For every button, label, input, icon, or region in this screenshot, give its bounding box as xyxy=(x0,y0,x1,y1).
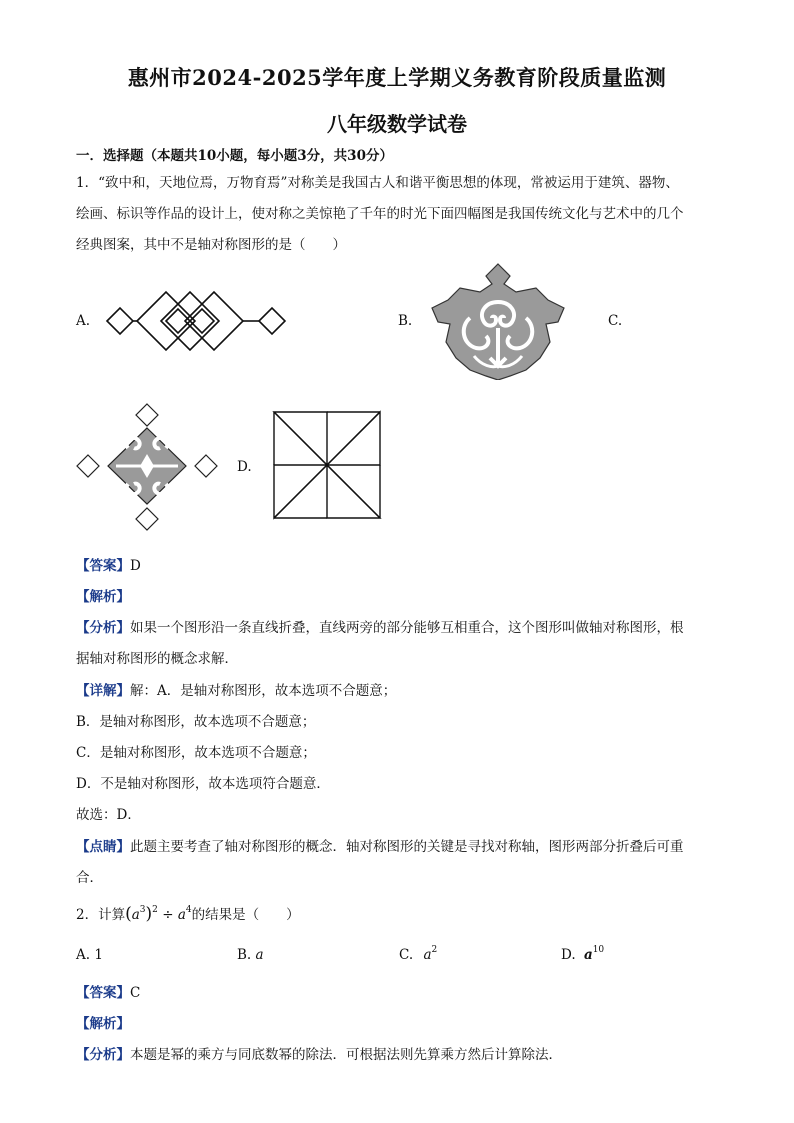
q1-stem-line3: 经典图案，其中不是轴对称图形的是（ ） xyxy=(76,237,346,253)
q1-fenxi-line1 xyxy=(76,618,716,638)
q2-base-a2: a xyxy=(177,907,186,923)
q1-option-c-label: C. xyxy=(608,313,623,329)
q1-answer xyxy=(76,556,716,576)
q1-figure-d-pinwheel xyxy=(272,410,382,520)
q1-dianjing-line1 xyxy=(76,837,716,857)
q2-opt-c-label: C. xyxy=(399,947,418,963)
q2-answer xyxy=(76,983,716,1003)
q1-figure-a-diamonds xyxy=(104,290,288,352)
q1-xiangjie-line4: D．不是轴对称图形，故本选项符合题意． xyxy=(76,776,330,792)
q2-opt-d-exp: 10 xyxy=(592,945,605,955)
q1-option-b-label: B. xyxy=(398,313,413,329)
q1-stem-line2: 绘画、标识等作品的设计上，使对称之美惊艳了千年的时光下面四幅图是我国传统文化与艺术中的几个 xyxy=(76,206,684,222)
q1-fenxi-line2: 据轴对称图形的概念求解． xyxy=(76,651,238,667)
q1-guxuan: 故选：D． xyxy=(76,807,141,823)
q2-opt-d-base: a xyxy=(583,947,593,963)
q2-exp-2: 2 xyxy=(152,905,158,915)
q1-option-a-label: A. xyxy=(76,313,91,329)
q1-figure-b-ornament xyxy=(430,262,566,380)
q2-option-a xyxy=(76,947,103,963)
xiangjie-tag: 【详解】 xyxy=(76,683,130,699)
q1-xiangjie-line2: B．是轴对称图形，故本选项不合题意； xyxy=(76,714,316,730)
q2-option-d xyxy=(561,947,604,963)
q2-opt-a-label: A. xyxy=(76,947,95,963)
q2-opt-b-value: a xyxy=(255,947,264,963)
q1-figure-c-ornament xyxy=(76,402,218,532)
q2-div-sign: ÷ xyxy=(162,907,174,923)
q2-fenxi-line1 xyxy=(76,1045,716,1065)
q2-option-c xyxy=(399,947,437,963)
q1-xiangjie-line1 xyxy=(76,681,716,701)
q1-option-d-label: D. xyxy=(237,459,252,475)
q1-dianjing-line2: 合． xyxy=(76,870,103,886)
q2-stem: 2．计算$(a^3)^2 \div a^4$的结果是（ ） xyxy=(76,904,300,924)
fenxi-tag: 【分析】 xyxy=(76,620,130,636)
page-subtitle: 八年级数学试卷 xyxy=(327,112,467,136)
q2-stem-suffix: 的结果是（ ） xyxy=(191,907,300,923)
q2-option-b xyxy=(237,947,264,963)
dianjing-text: 此题主要考查了轴对称图形的概念．轴对称图形的关键是寻找对称轴，图形两部分折叠后可重 xyxy=(130,839,684,855)
q1-jiexi-heading xyxy=(76,587,716,607)
jiexi-tag: 【解析】 xyxy=(76,1016,130,1032)
fenxi-tag: 【分析】 xyxy=(76,1047,130,1063)
q2-stem-prefix: 2．计算 xyxy=(76,907,126,923)
q2-opt-d-label: D. xyxy=(561,947,580,963)
q2-exp-4: 4 xyxy=(185,905,192,915)
answer-tag: 【答案】 xyxy=(76,558,130,574)
q1-stem-line1: 1．“致中和，天地位焉，万物育焉”对称美是我国古人和谐平衡思想的体现，常被运用于建筑、器物、 xyxy=(76,175,679,191)
q2-opt-c-base: a xyxy=(423,947,432,963)
xiangjie-text: 解：A．是轴对称图形，故本选项不合题意； xyxy=(130,683,397,699)
q2-base-a: a xyxy=(131,907,140,923)
answer-tag: 【答案】 xyxy=(76,985,130,1001)
q2-opt-a-value: 1 xyxy=(94,947,103,963)
q2-exp-3: 3 xyxy=(139,905,146,915)
q2-opt-c-exp: 2 xyxy=(431,945,438,955)
q1-xiangjie-line3: C．是轴对称图形，故本选项不合题意； xyxy=(76,745,316,761)
answer-value: D xyxy=(130,558,141,574)
answer-value: C xyxy=(130,985,141,1001)
page-title: 惠州市2024-2025学年度上学期义务教育阶段质量监测 xyxy=(127,65,667,90)
q2-opt-b-label: B. xyxy=(237,947,256,963)
q2-jiexi-heading xyxy=(76,1014,716,1034)
section-heading: 一．选择题（本题共10小题，每小题3分，共30分） xyxy=(76,148,393,164)
dianjing-tag: 【点睛】 xyxy=(76,839,130,855)
fenxi-text: 本题是幂的乘方与同底数幂的除法．可根据法则先算乘方然后计算除法． xyxy=(130,1047,562,1063)
jiexi-tag: 【解析】 xyxy=(76,589,130,605)
fenxi-text: 如果一个图形沿一条直线折叠，直线两旁的部分能够互相重合，这个图形叫做轴对称图形，根 xyxy=(130,620,684,636)
